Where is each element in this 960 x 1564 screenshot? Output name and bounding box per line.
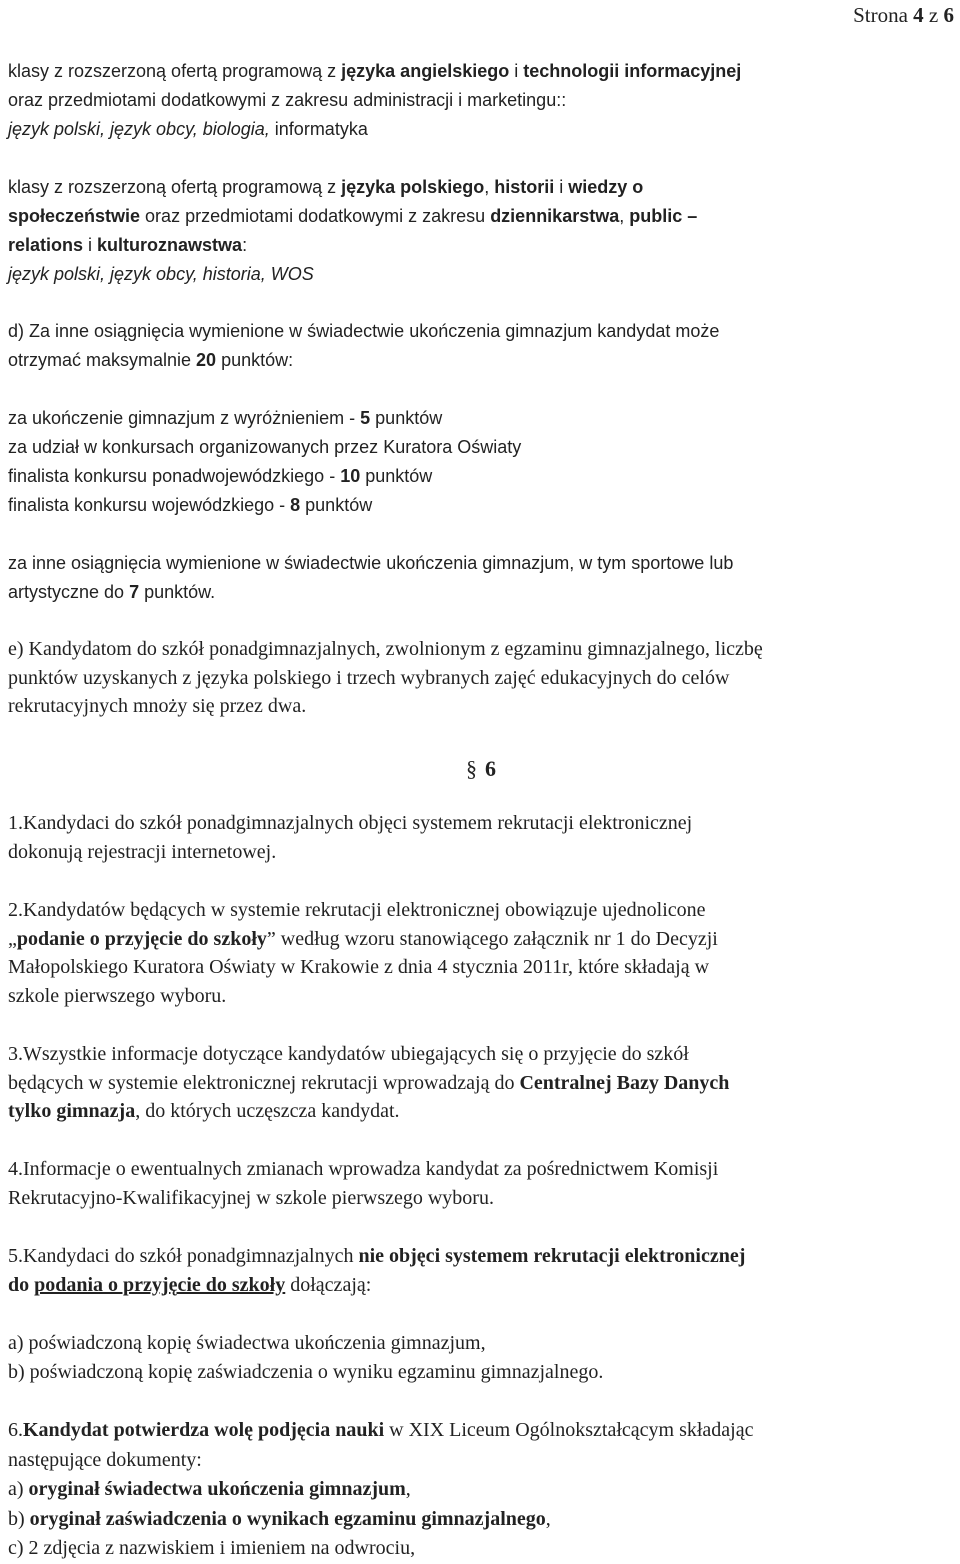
paragraph-4: 4.Informacje o ewentualnych zmianach wprowadza kandydat za pośrednictwem Komisji Rekrutacyjno-Kwalifikacyjnej w szkole pierwszego wyboru. (8, 1158, 719, 1209)
paragraph-3: 3.Wszystkie informacje dotyczące kandydatów ubiegających się o przyjęcie do szkół będących w systemie elektronicznej rekrutacji wprowadzają do Centralnej Bazy Danych tylko gimnazja, do których uczęszcza kandydat. (8, 1043, 730, 1122)
list-item: c) 2 zdjęcia z nazwiskiem i imieniem na odwrociu, (8, 1537, 416, 1559)
paragraph-e-exempt-candidates: e) Kandydatom do szkół ponadgimnazjalnych, zwolnionym z egzaminu gimnazjalnego, liczbę punktów uzyskanych z języka polskiego i trzech wybranych zajęć edukacyjnych do celów rekrutacyjnych mnoży się przez dwa. (8, 638, 763, 717)
paragraph-other-achievements: d) Za inne osiągnięcia wymienione w świadectwie ukończenia gimnazjum kandydat może otrzymać maksymalnie 20 punktów: (8, 321, 720, 370)
list-item: a) oryginał świadectwa ukończenia gimnazjum, (8, 1478, 411, 1500)
list-item: b) poświadczoną kopię zaświadczenia o wyniku egzaminu gimnazjalnego. (8, 1360, 604, 1383)
page-number: Strona 4 z 6 (853, 3, 954, 27)
paragraph-sport-art-points: za inne osiągnięcia wymienione w świadectwie ukończenia gimnazjum, w tym sportowe lub artystyczne do 7 punktów. (8, 553, 734, 602)
list-item: a) poświadczoną kopię świadectwa ukończenia gimnazjum, (8, 1332, 486, 1354)
list-item: b) oryginał zaświadczenia o wynikach egzaminu gimnazjalnego, (8, 1507, 551, 1530)
paragraph-6: 6.Kandydat potwierdza wolę podjęcia nauki w XIX Liceum Ogólnokształcącym składając następujące dokumenty: a) oryginał świadectwa ukończenia gimnazjum, b) oryginał zaświadczenia o wynikach egzaminu gimnazjalnego, c) 2 zdjęcia z nazwiskiem i imieniem na odwrociu, (8, 1416, 948, 1564)
paragraph-5-attachments-list (8, 1329, 948, 1386)
section-heading: § 6 (466, 756, 496, 781)
paragraph-5: 5.Kandydaci do szkół ponadgimnazjalnych nie objęci systemem rekrutacji elektronicznej do podania o przyjęcie do szkoły dołączają: (8, 1245, 746, 1296)
paragraph-1: 1.Kandydaci do szkół ponadgimnazjalnych objęci systemem rekrutacji elektronicznej dokonują rejestracji internetowej. (8, 812, 693, 863)
paragraph-english-it-class: klasy z rozszerzoną ofertą programową z języka angielskiego i technologii informacyjnej oraz przedmiotami dodatkowymi z zakresu administracji i marketingu:: język polski, język obcy, biologia, informatyka (8, 61, 742, 139)
paragraph-2: 2.Kandydatów będących w systemie rekrutacji elektronicznej obowiązuje ujednolicone „podanie o przyjęcie do szkoły” według wzoru stanowiącego załącznik nr 1 do Decyzji Małopolskiego Kuratora Oświaty w Krakowie z dnia 4 stycznia 2011r, które składają w szkole pierwszego wyboru. (8, 899, 718, 1007)
paragraph-points-list: za ukończenie gimnazjum z wyróżnieniem - 5 punktów za udział w konkursach organizowanych przez Kuratora Oświaty finalista konkursu ponadwojewódzkiego - 10 punktów finalista konkursu wojewódzkiego - 8 punktów (8, 408, 522, 515)
paragraph-polish-history-class: klasy z rozszerzoną ofertą programową z języka polskiego, historii i wiedzy o społeczeństwie oraz przedmiotami dodatkowymi z zakresu dziennikarstwa, public – relations i kulturoznawstwa: język polski, język obcy, historia, WOS (8, 177, 698, 284)
